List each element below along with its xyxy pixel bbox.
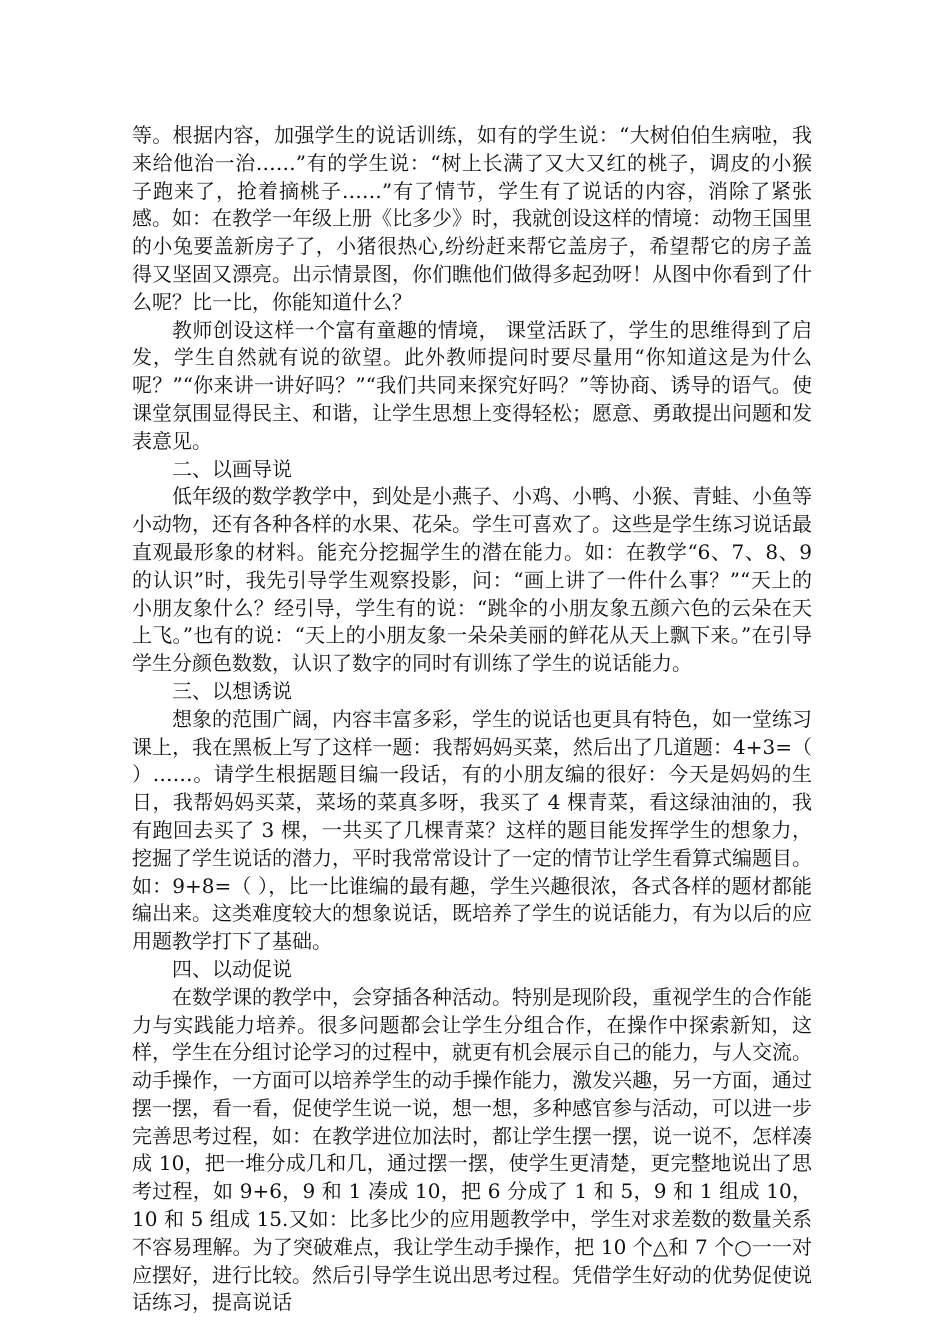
- paragraph-teacher-situation: 教师创设这样一个富有童趣的情境， 课堂活跃了，学生的思维得到了启发，学生自然就有说的欲望。此外教师提问时要尽量用“你知道这是为什么呢？”“你来讲一讲好吗？”“我们共同来探究好吗？”等协商、诱导的语气。使课堂氛围显得民主、和谐，让学生思想上变得轻松；愿意、勇敢提出问题和发表意见。: [132, 317, 812, 453]
- section-heading-picture: 二、以画导说: [172, 456, 292, 481]
- paragraph-intro-continued: 等。根据内容，加强学生的说话训练，如有的学生说：“大树伯伯生病啦，我来给他治一治……”有的学生说：“树上长满了又大又红的桃子，调皮的小猴子跑来了，抢着摘桃子……”有了情节，学生有了说话的内容，消除了紧张感。如：在教学一年级上册《比多少》时，我就创设这样的情境：动物王国里的小兔要盖新房子了，小猪很热心,纷纷赶来帮它盖房子，希望帮它的房子盖得又坚固又漂亮。出示情景图，你们瞧他们做得多起劲呀！从图中你看到了什么呢？比一比，你能知道什么？: [132, 123, 812, 314]
- section-heading-activity: 四、以动促说: [172, 956, 292, 981]
- document-body: [132, 122, 812, 1317]
- paragraph-activity-speech: 在数学课的教学中，会穿插各种活动。特别是现阶段，重视学生的合作能力与实践能力培养。很多问题都会让学生分组合作，在操作中探索新知，这样，学生在分组讨论学习的过程中，就更有机会展示自己的能力，与人交流。动手操作，一方面可以培养学生的动手操作能力，激发兴趣，另一方面，通过摆一摆，看一看，促使学生说一说，想一想，多种感官参与活动，可以进一步完善思考过程，如：在教学进位加法时，都让学生摆一摆，说一说不，怎样凑成 10，把一堆分成几和几，通过摆一摆，使学生更清楚，更完整地说出了思考过程，如 9+6，9 和 1 凑成 10，把 6 分成了 1 和 5，9 和 1 组成 10，10 和 5 组成 15.又如：比多比少的应用题教学中，学生对求差数的数量关系不容易理解。为了突破难点，我让学生动手操作，把 10 个△和 7 个○一一对应摆好，进行比较。然后引导学生说出思考过程。凭借学生好动的优势促使说话练习，提高说话: [132, 984, 812, 1315]
- paragraph-imagination-speech: 想象的范围广阔，内容丰富多彩，学生的说话也更具有特色，如一堂练习课上，我在黑板上写了这样一题：我帮妈妈买菜，然后出了几道题：4+3=（ ）……。请学生根据题目编一段话，有的小朋友编的很好：今天是妈妈的生日，我帮妈妈买菜，菜场的菜真多呀，我买了 4 棵青菜，看这绿油油的，我有跑回去买了 3 棵，一共买了几棵青菜？这样的题目能发挥学生的想象力，挖掘了学生说话的潜力，平时我常常设计了一定的情节让学生看算式编题目。如：9+8=（ ），比一比谁编的最有趣，学生兴趣很浓，各式各样的题材都能编出来。这类难度较大的想象说话，既培养了学生的说话能力，有为以后的应用题教学打下了基础。: [132, 706, 812, 954]
- section-heading-imagination: 三、以想诱说: [172, 678, 292, 703]
- paragraph-picture-guided-speech: 低年级的数学教学中，到处是小燕子、小鸡、小鸭、小猴、青蛙、小鱼等小动物，还有各种各样的水果、花朵。学生可喜欢了。这些是学生练习说话最直观最形象的材料。能充分挖掘学生的潜在能力。如：在教学“6、7、8、9 的认识”时，我先引导学生观察投影，问：“画上讲了一件什么事？”“天上的小朋友象什么？经引导，学生有的说：“跳伞的小朋友象五颜六色的云朵在天上飞。”也有的说：“天上的小朋友象一朵朵美丽的鲜花从天上飘下来。”在引导学生分颜色数数，认识了数字的同时有训练了学生的说话能力。: [132, 484, 812, 676]
